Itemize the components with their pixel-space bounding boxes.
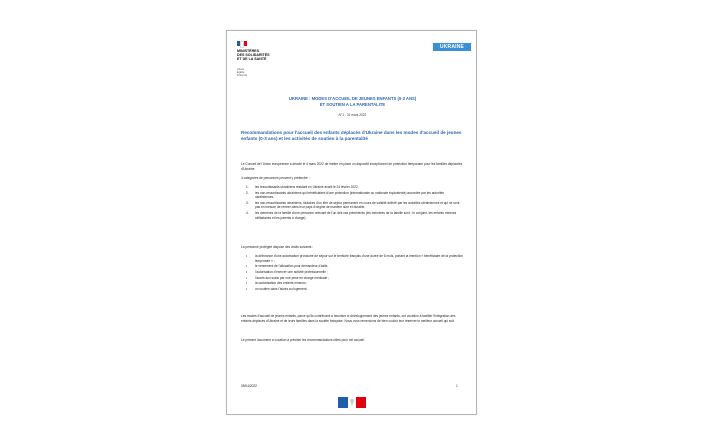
page-number: 1 xyxy=(456,384,458,388)
title-line-2: ET SOUTIEN A LA PARENTALITE xyxy=(319,102,386,107)
list-item: • la scolarisation des enfants mineurs ; xyxy=(246,281,308,286)
list-item: 1. les ressortissants ukrainiens résidant en Ukraine avant le 24 février 2022, xyxy=(246,185,359,189)
list-item: • la délivrance d'une autorisation provisoire de séjour sur le territoire français d'une durée de 6 mois, portant la mention « bénéficiaire de la protection temporaire » ; xyxy=(246,254,463,263)
categories-intro: 4 catégories de personnes peuvent y prétendre : xyxy=(241,176,310,180)
issue-number-date: N°1 - 31 mars 2022 xyxy=(338,113,367,117)
ministry-name: MINISTÈRES DES SOLIDARITÉS ET DE LA SANTÉ xyxy=(237,49,270,62)
french-republic-marianne-logo xyxy=(237,41,247,46)
rights-intro: La personne protégée dispose des droits suivants : xyxy=(241,245,314,249)
republic-motto: Liberté Égalité Fraternité xyxy=(237,68,248,77)
closing-paragraph-2: Le présent document a vocation à préciser les recommandations utiles pour cet accueil. xyxy=(241,338,365,342)
intro-paragraph: Le Conseil de l'Union européenne a décidé le 4 mars 2022 de mettre en place un dispositif exceptionnel de protection temporaire pour les familles déplacées d'Ukraine. xyxy=(241,162,463,171)
list-item: • un soutien dans l'accès au logement. xyxy=(246,286,308,291)
title-line-1: UKRAINE : MODES D'ACCUEIL DE JEUNES ENFANTS (0-3 ANS) xyxy=(288,96,417,101)
list-item: 3. les non-ressortissants ukrainiens, titulaires d'un titre de séjour permanent en cours de validité délivré par les autorités ukrainiennes et qui ne sont pas en mesure de rentrer dans leur pays d'origine de manière sûre et durable, xyxy=(246,200,460,210)
document-title xyxy=(257,96,448,108)
list-item: • l'autorisation d'exercer une activité professionnelle ; xyxy=(246,269,328,274)
closing-paragraph-1: Les modes d'accueil de jeunes enfants, parce qu'ils contribuent à favoriser le développement des jeunes enfants, ont vocation à faciliter l'intégration des enfants déplacés d'Ukraine et de leurs familles dans la société française. Nous vous remercions de bien vouloir leur réserver le meilleur accueil qui soit. xyxy=(241,314,456,323)
rights-list xyxy=(241,254,463,293)
list-item: • le versement de l'allocation pour demandeur d'asile, xyxy=(246,264,329,269)
list-item: 2. les non-ressortissants ukrainiens qui bénéficiaient d'une protection (internationale ou nationale équivalente) accordée par les autorités ukrainiennes, xyxy=(246,190,444,200)
ukraine-badge: UKRAINE xyxy=(433,43,471,51)
list-item: 4. les membres de la famille d'une personne relevant de l'un des cas précédents (les membres de la famille sont : le conjoint, les enfants mineurs célibataires et les parents à charge). xyxy=(246,211,457,220)
recommendations-heading: Recommandations pour l'accueil des enfants déplacés d'Ukraine dans les modes d'accueil de jeunes enfants (0-3 ans) et les activités de soutien à la parentalité xyxy=(241,130,462,141)
document-page xyxy=(226,30,477,415)
categories-list xyxy=(241,185,463,221)
list-item: • l'accès aux soins par une prise en charge médicale ; xyxy=(246,275,329,280)
french-republic-flag-icon xyxy=(332,395,372,409)
footer-date: 05/04/2022 xyxy=(241,384,257,388)
